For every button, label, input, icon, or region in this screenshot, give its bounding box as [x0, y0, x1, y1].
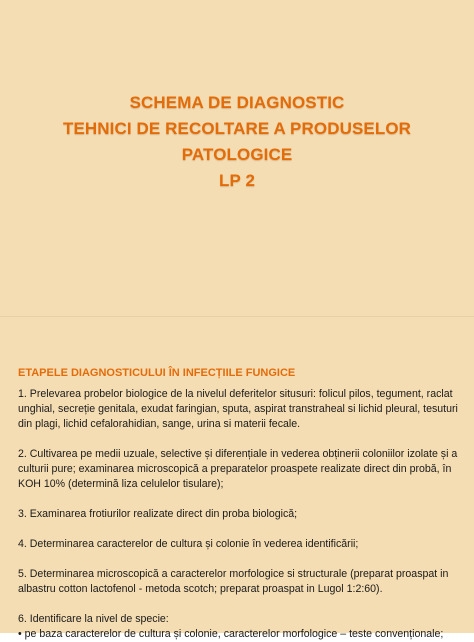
- title-line-2: TEHNICI DE RECOLTARE A PRODUSELOR: [62, 119, 412, 138]
- paragraph-5: 5. Determinarea microscopică a caracterelor morfologice si structurale (preparat proaspat in albastru cotton lactofenol - metoda scotch; preparat proaspat in Lugol 1:2:60).: [18, 568, 449, 595]
- bullet-item: • pe baza caracterelor de cultura și colonie, caracterelor morfologice – teste convenționale;: [18, 628, 444, 640]
- title-line-3: PATOLOGICE: [181, 145, 293, 164]
- paragraph-6: [18, 612, 460, 642]
- paragraph-1: 1. Prelevarea probelor biologice de la nivelul deferitelor situsuri: folicul pilos, tegument, raclat unghial, secreție genitala, exudat faringian, sputa, aspirat transtraheal si lichid pleural, tesuturi din plagi, lichid cefalorahidian, sange, urina si materii fecale.: [18, 388, 458, 430]
- content-slide: [0, 317, 474, 640]
- title-line-1: SCHEMA DE DIAGNOSTIC: [129, 93, 345, 112]
- slide-heading: ETAPELE DIAGNOSTICULUI ÎN INFECȚIILE FUNGICE: [18, 367, 296, 379]
- paragraph-2: 2. Cultivarea pe medii uzuale, selective și diferențiale in vederea obținerii coloniilor izolate și a culturii pure; examinarea microscopică a preparatelor proaspete realizate direct din probă, în KOH 10% (determină liza celulelor tisulare);: [18, 448, 458, 490]
- title-slide: [0, 0, 474, 317]
- title-line-4: LP 2: [219, 171, 255, 190]
- paragraph-6-text: 6. Identificare la nivel de specie:: [18, 613, 169, 625]
- paragraph-4: 4. Determinarea caracterelor de cultura și colonie în vederea identificării;: [18, 538, 359, 550]
- slide-title: [0, 90, 474, 194]
- paragraph-3: 3. Examinarea frotiurilor realizate direct din proba biologică;: [18, 508, 298, 520]
- slide-body: [18, 387, 460, 642]
